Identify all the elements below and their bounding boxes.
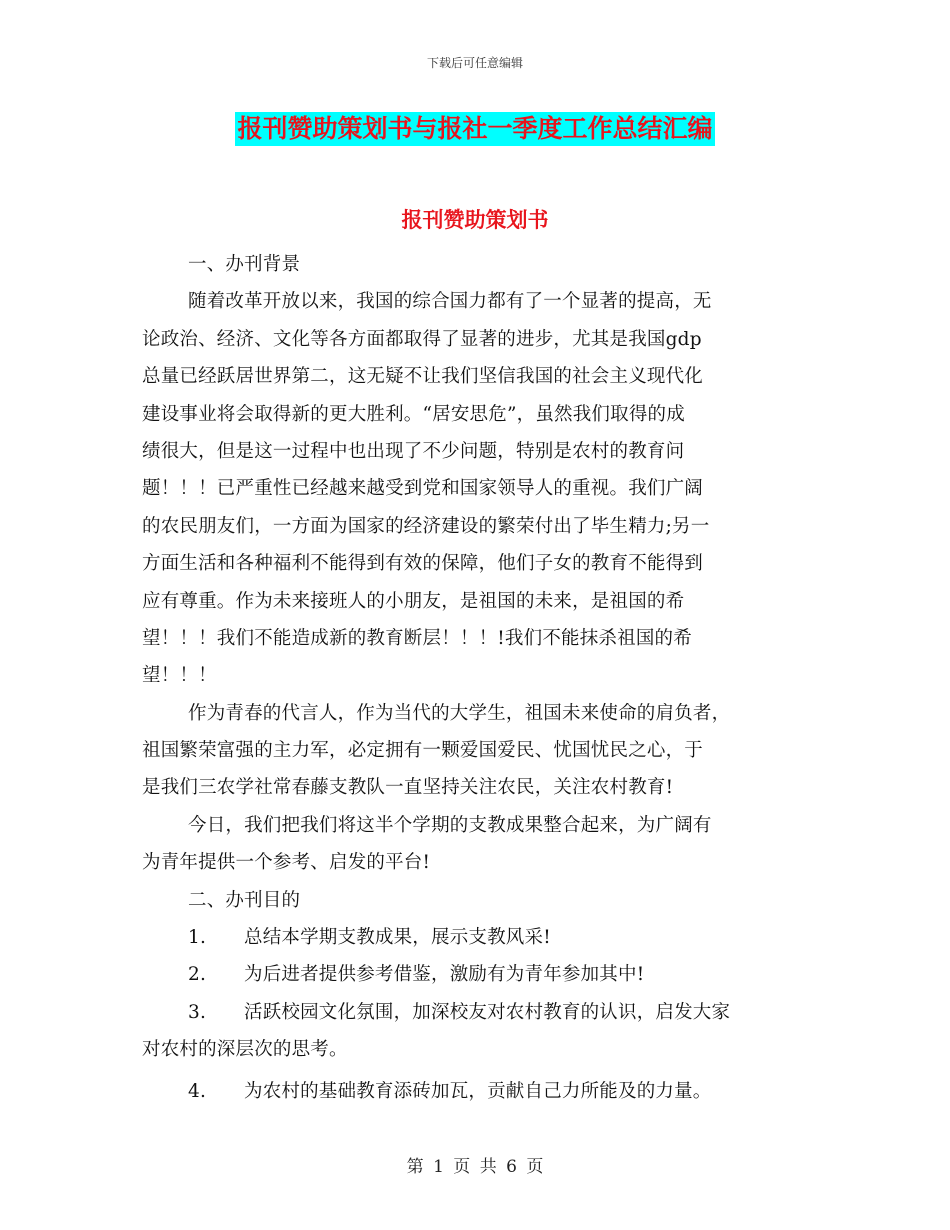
document-body <box>142 246 808 1110</box>
header-note: 下载后可任意编辑 <box>426 56 523 70</box>
document-title-container <box>0 112 950 146</box>
paragraph-line: 望！！！我们不能造成新的教育断层！！！!我们不能抹杀祖国的希 <box>142 627 692 649</box>
paragraph-line: 作为青春的代言人，作为当代的大学生，祖国未来使命的肩负者， <box>188 702 731 724</box>
list-item-text: 活跃校园文化氛围，加深校友对农村教育的认识，启发大家 <box>244 1001 731 1023</box>
paragraph-line: 祖国繁荣富强的主力军，必定拥有一颗爱国爱民、忧国忧民之心，于 <box>142 740 704 762</box>
paragraph-line: 望！！！ <box>142 665 217 687</box>
list-item <box>142 956 808 993</box>
document-title: 报刊赞助策划书与报社一季度工作总结汇编 <box>235 112 714 146</box>
paragraph-line: 题！！！已严重性已经越来越受到党和国家领导人的重视。我们广阔 <box>142 478 704 500</box>
paragraph-line: 总量已经跃居世界第二，这无疑不让我们坚信我国的社会主义现代化 <box>142 366 704 388</box>
paragraph-line: 论政治、经济、文化等各方面都取得了显著的进步，尤其是我国gdp <box>142 328 702 350</box>
paragraph-line: 建设事业将会取得新的更大胜利。“居安思危”，虽然我们取得的成 <box>142 403 685 425</box>
list-item <box>142 1073 808 1110</box>
list-item <box>142 994 808 1031</box>
paragraph-line: 为青年提供一个参考、启发的平台! <box>142 852 431 874</box>
section-title: 报刊赞助策划书 <box>401 208 549 232</box>
paragraph-line: 随着改革开放以来，我国的综合国力都有了一个显著的提高，无 <box>188 291 712 313</box>
page-footer: 第 1 页 共 6 页 <box>406 1157 544 1177</box>
paragraph-line: 应有尊重。作为未来接班人的小朋友，是祖国的未来，是祖国的希 <box>142 590 685 612</box>
list-item-text: 总结本学期支教成果，展示支教风采! <box>244 927 551 949</box>
heading-background: 一、办刊背景 <box>188 254 301 275</box>
list-item <box>142 919 808 956</box>
paragraph-line: 方面生活和各种福利不能得到有效的保障，他们子女的教育不能得到 <box>142 553 704 575</box>
list-item-text: 为农村的基础教育添砖加瓦，贡献自己力所能及的力量。 <box>244 1080 712 1102</box>
list-item-number: 4. <box>188 1080 207 1102</box>
list-item-continuation: 对农村的深层次的思考。 <box>142 1039 348 1061</box>
heading-purpose: 二、办刊目的 <box>188 889 301 911</box>
list-item-number: 1. <box>188 927 207 949</box>
list-item-number: 2. <box>188 964 207 986</box>
paragraph-line: 是我们三农学社常春藤支教队一直坚持关注农民，关注农村教育! <box>142 777 674 799</box>
list-item-text: 为后进者提供参考借鉴，激励有为青年参加其中! <box>244 964 645 986</box>
paragraph-line: 的农民朋友们，一方面为国家的经济建设的繁荣付出了毕生精力;另一 <box>142 515 710 537</box>
paragraph-line: 今日，我们把我们将这半个学期的支教成果整合起来，为广阔有 <box>188 814 712 836</box>
paragraph-line: 绩很大，但是这一过程中也出现了不少问题，特别是农村的教育问 <box>142 440 685 462</box>
list-item-number: 3. <box>188 1001 207 1023</box>
